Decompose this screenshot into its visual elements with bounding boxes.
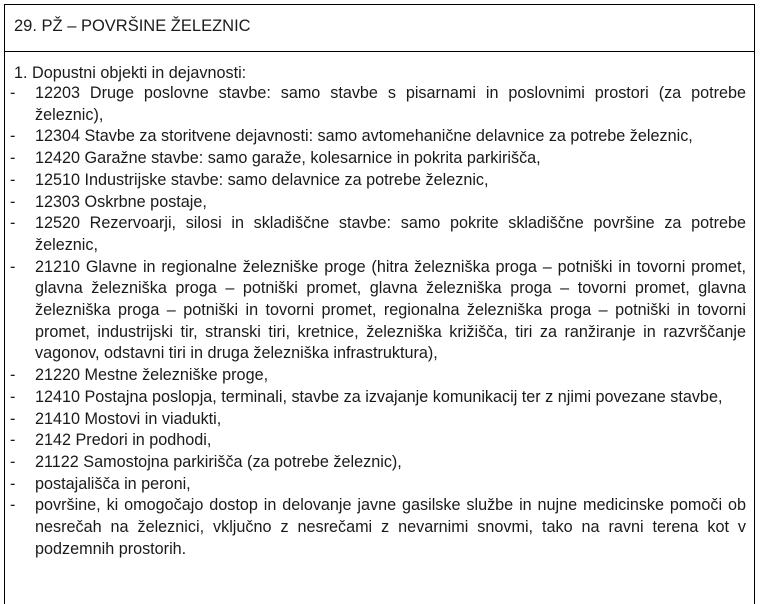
section-heading: 1. Dopustni objekti in dejavnosti:	[14, 64, 247, 82]
list-item-text: 21410 Mostovi in viadukti,	[35, 409, 222, 428]
bullet-dash: -	[10, 409, 16, 428]
list-item-text: 12203 Druge poslovne stavbe: samo stavbe s pisarnami in poslovnimi prostori (za potrebe železnic),	[35, 84, 746, 124]
bullet-dash: -	[10, 127, 16, 146]
list-item-text: 21210 Glavne in regionalne železniške proge (hitra železniška proga – potniški in tovorni promet, glavna železniška proga – potniški promet, glavna železniška proga – tovorni promet, glavna železniška proga – potniški in tovorni promet, regionalna železniška proga – potniški in tovorni promet, industrijski tir, stranski tiri, kretnice, železniška križišča, tiri za ranžiranje in razvrščanje vagonov, odstavni tiri in druga železniška infrastruktura),	[35, 257, 746, 363]
bullet-dash: -	[10, 366, 16, 385]
list-item	[8, 387, 746, 409]
list-item-text: 12420 Garažne stavbe: samo garaže, kolesarnice in pokrita parkirišča,	[35, 149, 541, 168]
list-item	[8, 495, 746, 560]
list-item	[8, 148, 746, 170]
list-item-text: 12410 Postajna poslopja, terminali, stavbe za izvajanje komunikacij ter z njimi povezane stavbe,	[35, 387, 723, 406]
title-divider	[4, 51, 755, 52]
list-item-text: 12303 Oskrbne postaje,	[35, 192, 207, 211]
bullet-dash: -	[10, 192, 16, 211]
bullet-dash: -	[10, 387, 16, 406]
list-item	[8, 192, 746, 214]
list-item-text: površine, ki omogočajo dostop in delovanje javne gasilske službe in nujne medicinske pomoči ob nesrečah na železnici, vključno z nesrečami z nevarnimi snovmi, tako na ravni terena kot v podzemnih prostorih.	[35, 496, 746, 558]
list-item	[8, 213, 746, 256]
bullet-dash: -	[10, 431, 16, 450]
list-item	[8, 83, 746, 126]
list-item	[8, 474, 746, 496]
bullet-dash: -	[10, 149, 16, 168]
list-item	[8, 409, 746, 431]
top-border	[4, 4, 755, 5]
list-item-text: 21220 Mestne železniške proge,	[35, 366, 269, 385]
list-item-text: postajališča in peroni,	[35, 474, 191, 493]
bullet-dash: -	[10, 214, 16, 233]
list-item-text: 12520 Rezervoarji, silosi in skladiščne stavbe: samo pokrite skladiščne površine za potrebe železnic,	[35, 214, 746, 254]
list-item	[8, 126, 746, 148]
list-item	[8, 170, 746, 192]
list-item	[8, 452, 746, 474]
list-item-text: 12510 Industrijske stavbe: samo delavnice za potrebe železnic,	[35, 170, 489, 189]
bullet-dash: -	[10, 170, 16, 189]
list-item	[8, 430, 746, 452]
bullet-dash: -	[10, 84, 16, 102]
bullet-dash: -	[10, 474, 16, 493]
bullet-dash: -	[10, 496, 16, 515]
list-item-text: 2142 Predori in podhodi,	[35, 431, 212, 450]
list-item-text: 12304 Stavbe za storitvene dejavnosti: samo avtomehanične delavnice za potrebe železnic,	[35, 127, 693, 146]
bullet-dash: -	[10, 257, 16, 276]
list-item	[8, 365, 746, 387]
list-item	[8, 257, 746, 366]
list-item-text: 21122 Samostojna parkirišča (za potrebe železnic),	[35, 452, 402, 471]
document-title: 29. PŽ – POVRŠINE ŽELEZNIC	[14, 17, 251, 35]
allowed-objects-list	[8, 83, 746, 560]
bullet-dash: -	[10, 452, 16, 471]
